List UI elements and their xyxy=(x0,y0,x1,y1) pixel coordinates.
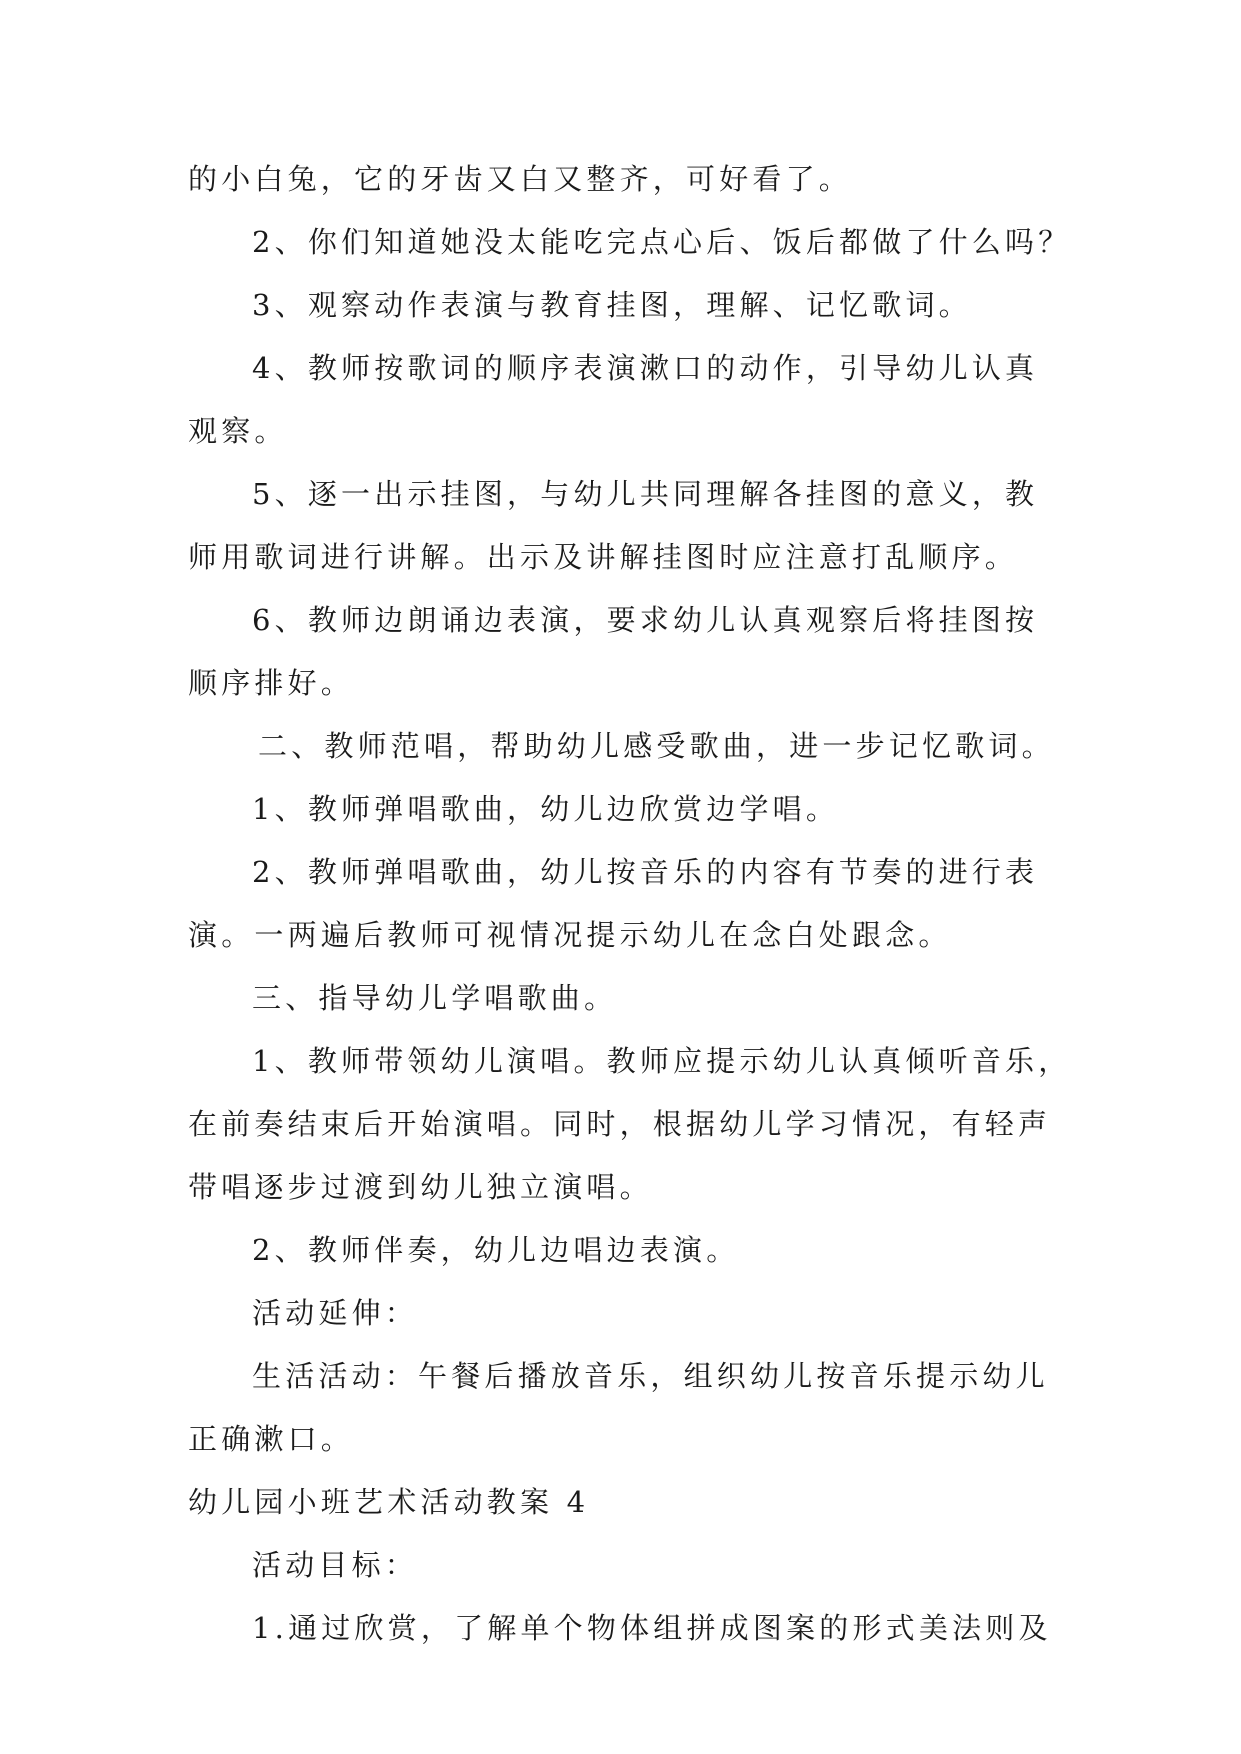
section-heading: 三、指导幼儿学唱歌曲。 xyxy=(252,981,618,1015)
paragraph-line: 1、教师弹唱歌曲，幼儿边欣赏边学唱。 xyxy=(252,792,840,826)
paragraph-line: 观察。 xyxy=(188,414,288,448)
section-heading: 活动延伸： xyxy=(252,1296,419,1330)
paragraph-line: 顺序排好。 xyxy=(188,666,355,700)
paragraph-line: 师用歌词进行讲解。出示及讲解挂图时应注意打乱顺序。 xyxy=(188,540,1019,574)
paragraph-line: 5、逐一出示挂图，与幼儿共同理解各挂图的意义，教 xyxy=(252,477,1039,511)
section-heading: 活动目标： xyxy=(252,1548,419,1582)
document-title: 幼儿园小班艺术活动教案 4 xyxy=(188,1485,590,1519)
section-heading: 二、教师范唱，帮助幼儿感受歌曲，进一步记忆歌词。 xyxy=(258,729,1055,763)
paragraph-line: 的小白兔，它的牙齿又白又整齐，可好看了。 xyxy=(188,162,853,196)
paragraph-line: 正确漱口。 xyxy=(188,1422,355,1456)
paragraph-line: 演。一两遍后教师可视情况提示幼儿在念白处跟念。 xyxy=(188,918,952,952)
paragraph-line: 1.通过欣赏，了解单个物体组拼成图案的形式美法则及 xyxy=(252,1611,1052,1645)
paragraph-line: 1、教师带领幼儿演唱。教师应提示幼儿认真倾听音乐， xyxy=(252,1044,1072,1078)
paragraph-line: 2、你们知道她没太能吃完点心后、饭后都做了什么吗？ xyxy=(252,225,1072,259)
paragraph-line: 在前奏结束后开始演唱。同时，根据幼儿学习情况，有轻声 xyxy=(188,1107,1052,1141)
paragraph-line: 带唱逐步过渡到幼儿独立演唱。 xyxy=(188,1170,653,1204)
paragraph-line: 6、教师边朗诵边表演，要求幼儿认真观察后将挂图按 xyxy=(252,603,1039,637)
paragraph-line: 2、教师弹唱歌曲，幼儿按音乐的内容有节奏的进行表 xyxy=(252,855,1039,889)
paragraph-line: 4、教师按歌词的顺序表演漱口的动作，引导幼儿认真 xyxy=(252,351,1039,385)
paragraph-line: 2、教师伴奏，幼儿边唱边表演。 xyxy=(252,1233,740,1267)
paragraph-line: 3、观察动作表演与教育挂图，理解、记忆歌词。 xyxy=(252,288,972,322)
paragraph-line: 生活活动：午餐后播放音乐，组织幼儿按音乐提示幼儿 xyxy=(252,1359,1049,1393)
